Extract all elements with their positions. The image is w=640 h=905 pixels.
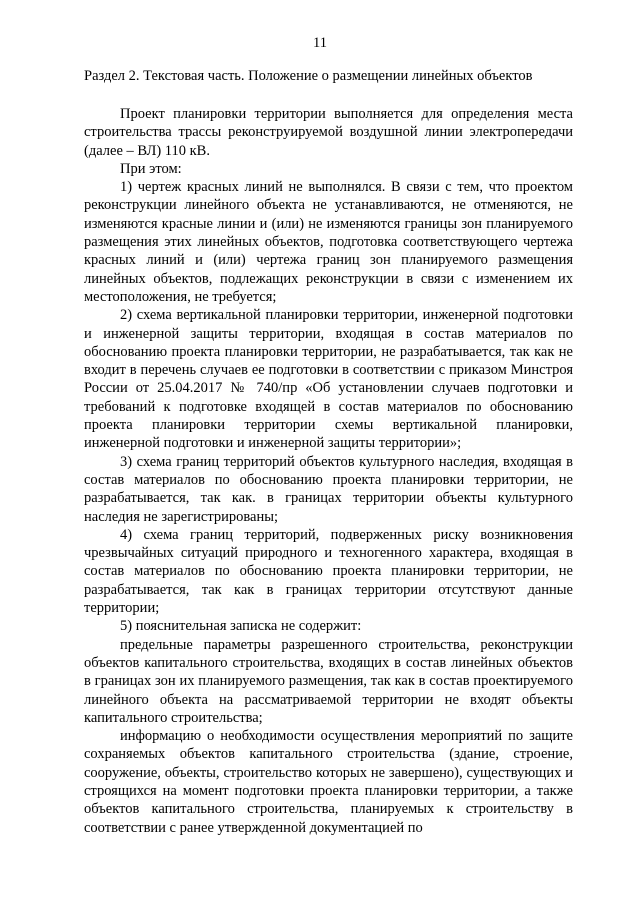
paragraph-item-1: 1) чертеж красных линий не выполнялся. В связи с тем, что проектом реконструкции линейного объекта не устанавливаются, не отменяются, не изменяются красные линии и (или) не изменяются границы зон планируемого размещения этих линейных объектов, подготовка соответствующего чертежа красных линий и (или) чертежа границ зон планируемого размещения линейных объектов, подлежащих реконструкции в связи с изменением их местоположения, не требуется; [84, 179, 573, 305]
paragraph-item-3: 3) схема границ территорий объектов культурного наследия, входящая в состав материалов по обоснованию проекта планировки территории, не разрабатывается, так как. в границах территории объекты культурного наследия не зарегистрированы; [84, 453, 573, 525]
paragraph-lead-in: При этом: [120, 160, 182, 177]
paragraph-intro: Проект планировки территории выполняется для определения места строительства трассы реконструируемой воздушной линии электропередачи (далее – ВЛ) 110 кВ. [84, 106, 573, 159]
page-number: 11 [313, 35, 327, 51]
paragraph-subitem-parameters: предельные параметры разрешенного строительства, реконструкции объектов капитального строительства, входящих в состав линейных объектов в границах зон их планируемого размещения, так как в состав проектируемого линейного объекта на рассматриваемой территории не входят объекты капитального строительства; [84, 636, 573, 726]
section-title: Раздел 2. Текстовая часть. Положение о размещении линейных объектов [84, 68, 533, 84]
paragraph-item-2: 2) схема вертикальной планировки территории, инженерной подготовки и инженерной защиты территории, входящая в состав материалов по обоснованию проекта планировки территории, не разрабатывается, так как не входит в перечень случаев ее подготовки в соответствии с приказом Минстроя России от 25.04.2017 № 740/пр «Об установлении случаев подготовки и требований к подготовке входящей в состав материалов по обоснованию проекта планировки территории схемы вертикальной планировки, инженерной подготовки и инженерной защиты территории»; [84, 307, 573, 452]
paragraph-item-5: 5) пояснительная записка не содержит: [120, 618, 362, 635]
paragraph-item-4: 4) схема границ территорий, подверженных риску возникновения чрезвычайных ситуаций природного и техногенного характера, входящая в состав материалов по обоснованию проекта планировки территории, не разрабатывается, так как в границах территории отсутствуют данные территории; [84, 526, 573, 617]
paragraph-subitem-protection: информацию о необходимости осуществления мероприятий по защите сохраняемых объектов капитального строительства (здание, строение, сооружение, объекты, строительство которых не завершено), существующих и строящихся на момент подготовки проекта планировки территории, а также объектов капитального строительства, планируемых к строительству в соответствии с ранее утвержденной документацией по [84, 728, 573, 836]
document-body [84, 105, 573, 837]
